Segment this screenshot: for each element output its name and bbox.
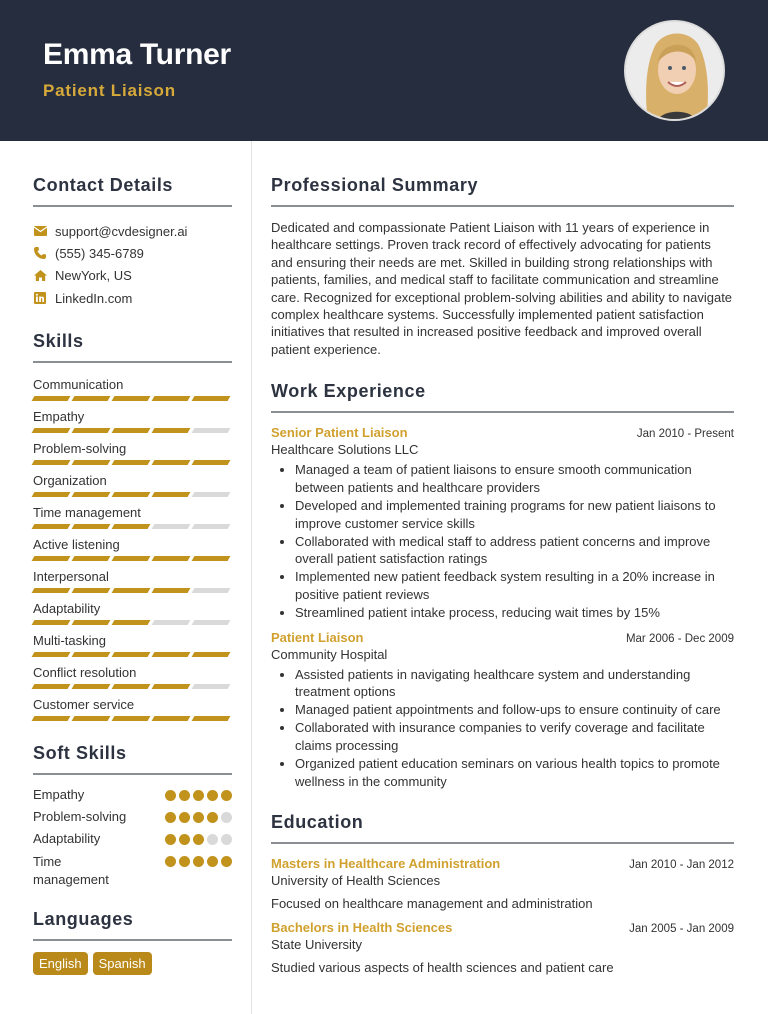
candidate-name: Emma Turner — [43, 38, 231, 71]
avatar — [624, 20, 725, 121]
education-entry — [271, 920, 734, 975]
skill-name: Customer service — [33, 697, 135, 713]
contact-email[interactable] — [33, 220, 232, 242]
skill-level-segment — [152, 492, 191, 497]
skill-level-segment — [32, 716, 71, 721]
language-badge: English — [33, 952, 88, 975]
skill-level-segment — [152, 684, 191, 689]
job-title: Patient Liaison — [271, 629, 364, 645]
skill-level-segment — [32, 460, 71, 465]
section-title-work: Work Experience — [271, 381, 734, 413]
skill-level-segment — [152, 716, 191, 721]
job-bullet: • Managed a team of patient liaisons to ensure smooth communication between patients and healthcare providers — [295, 461, 734, 496]
skill-level-segment — [192, 588, 231, 593]
skill-level-bar — [33, 684, 232, 689]
skill-level-segment — [112, 396, 151, 401]
left-column — [33, 141, 232, 975]
rating-dot-icon — [165, 834, 176, 845]
skill-item — [33, 663, 232, 689]
skill-level-segment — [32, 620, 71, 625]
skill-level-segment — [192, 396, 231, 401]
skill-name: Adaptability — [33, 601, 101, 617]
skill-level-segment — [152, 396, 191, 401]
skill-level-segment — [32, 684, 71, 689]
skill-level-segment — [192, 556, 231, 561]
skill-level-segment — [32, 556, 71, 561]
job-bullet: • Organized patient education seminars on various health topics to promote wellness in the community — [295, 755, 734, 790]
education-dates: Jan 2005 - Jan 2009 — [629, 923, 734, 936]
skill-level-bar — [33, 460, 232, 465]
soft-skill-item — [33, 831, 232, 853]
skill-name: Empathy — [33, 409, 85, 425]
skill-level-segment — [112, 652, 151, 657]
job-bullet: • Developed and implemented training programs for new patient liaisons to improve customer service skills — [295, 497, 734, 532]
skill-level-segment — [32, 524, 71, 529]
skill-level-segment — [112, 684, 151, 689]
job-title: Senior Patient Liaison — [271, 425, 408, 441]
education-entry — [271, 856, 734, 911]
work-section — [271, 381, 734, 790]
education-dates: Jan 2010 - Jan 2012 — [629, 859, 734, 872]
job-bullets — [271, 461, 734, 621]
soft-skill-rating — [165, 790, 232, 809]
skill-item — [33, 375, 232, 401]
job-entry — [271, 630, 734, 791]
soft-skill-item — [33, 853, 232, 889]
skill-level-segment — [112, 524, 151, 529]
rating-dot-icon — [221, 834, 232, 845]
rating-dot-icon — [193, 856, 204, 867]
job-company: Community Hospital — [271, 646, 388, 662]
rating-dot-icon — [207, 856, 218, 867]
skill-name: Conflict resolution — [33, 665, 137, 681]
degree-title: Bachelors in Health Sciences — [271, 920, 453, 936]
rating-dot-icon — [207, 834, 218, 845]
job-dates: Jan 2010 - Present — [636, 428, 734, 441]
rating-dot-icon — [221, 856, 232, 867]
section-title-summary: Professional Summary — [271, 175, 734, 207]
rating-dot-icon — [165, 856, 176, 867]
section-title-skills: Skills — [33, 331, 232, 363]
section-title-contact: Contact Details — [33, 175, 232, 207]
skill-level-bar — [33, 428, 232, 433]
rating-dot-icon — [221, 790, 232, 801]
linkedin-icon — [33, 291, 47, 305]
column-divider — [251, 141, 252, 1014]
job-bullet: • Managed patient appointments and follow-ups to ensure continuity of care — [295, 701, 734, 719]
rating-dot-icon — [207, 812, 218, 823]
section-title-soft-skills: Soft Skills — [33, 743, 232, 775]
soft-skill-rating — [165, 812, 232, 831]
job-entry — [271, 425, 734, 621]
skill-item — [33, 503, 232, 529]
skill-level-segment — [32, 428, 71, 433]
contact-linkedin-text: LinkedIn.com — [55, 290, 133, 306]
soft-skills-list — [33, 787, 232, 889]
skill-level-segment — [152, 460, 191, 465]
rating-dot-icon — [165, 790, 176, 801]
skill-item — [33, 439, 232, 465]
job-bullet: • Implemented new patient feedback system resulting in a 20% increase in positive patient reviews — [295, 568, 734, 603]
soft-skill-rating — [165, 856, 232, 889]
skill-level-segment — [32, 652, 71, 657]
job-bullet: • Collaborated with insurance companies to verify coverage and facilitate claims processing — [295, 719, 734, 754]
rating-dot-icon — [221, 812, 232, 823]
skill-level-segment — [32, 492, 71, 497]
skill-level-bar — [33, 716, 232, 721]
skill-level-bar — [33, 588, 232, 593]
candidate-title: Patient Liaison — [43, 81, 176, 100]
skill-item — [33, 535, 232, 561]
skill-level-segment — [72, 428, 111, 433]
skill-level-segment — [72, 620, 111, 625]
rating-dot-icon — [207, 790, 218, 801]
school-name: State University — [271, 937, 363, 953]
job-bullet: • Streamlined patient intake process, reducing wait times by 15% — [295, 604, 734, 622]
language-badge: Spanish — [93, 952, 152, 975]
skill-level-segment — [152, 556, 191, 561]
skill-level-segment — [152, 428, 191, 433]
rating-dot-icon — [179, 834, 190, 845]
skill-level-segment — [72, 716, 111, 721]
skill-level-segment — [192, 652, 231, 657]
envelope-icon — [33, 224, 47, 238]
resume-header — [0, 0, 768, 141]
skill-level-segment — [152, 588, 191, 593]
section-title-education: Education — [271, 812, 734, 844]
skill-level-segment — [72, 460, 111, 465]
job-bullet: • Collaborated with medical staff to address patient concerns and improve overall patient satisfaction ratings — [295, 533, 734, 568]
job-bullet: • Assisted patients in navigating healthcare system and understanding treatment options — [295, 666, 734, 701]
skill-level-bar — [33, 556, 232, 561]
job-dates: Mar 2006 - Dec 2009 — [625, 632, 734, 645]
skill-level-segment — [192, 620, 231, 625]
skill-name: Multi-tasking — [33, 633, 106, 649]
soft-skill-name: Adaptability — [33, 831, 101, 847]
skill-level-bar — [33, 396, 232, 401]
skill-level-segment — [72, 684, 111, 689]
profile-photo-icon — [626, 22, 725, 121]
job-company: Healthcare Solutions LLC — [271, 442, 419, 458]
skill-level-segment — [72, 652, 111, 657]
contact-location — [33, 265, 232, 287]
rating-dot-icon — [193, 790, 204, 801]
skill-level-bar — [33, 620, 232, 625]
home-icon — [33, 269, 47, 283]
rating-dot-icon — [165, 812, 176, 823]
soft-skill-name: Time management — [33, 854, 109, 888]
skill-level-segment — [72, 492, 111, 497]
rating-dot-icon — [179, 856, 190, 867]
skill-item — [33, 599, 232, 625]
skill-level-segment — [32, 396, 71, 401]
contact-section — [33, 175, 232, 309]
skill-name: Time management — [33, 505, 141, 521]
skill-item — [33, 471, 232, 497]
contact-email-text: support@cvdesigner.ai — [55, 223, 188, 239]
soft-skill-item — [33, 787, 232, 809]
skill-level-segment — [72, 588, 111, 593]
contact-phone[interactable] — [33, 242, 232, 264]
skill-level-segment — [72, 396, 111, 401]
skill-level-segment — [192, 428, 231, 433]
skill-item — [33, 631, 232, 657]
contact-phone-text: (555) 345-6789 — [55, 245, 144, 261]
skill-level-segment — [112, 716, 151, 721]
contact-location-text: NewYork, US — [55, 268, 132, 284]
skill-level-segment — [72, 524, 111, 529]
skill-level-segment — [152, 524, 191, 529]
skill-level-segment — [72, 556, 111, 561]
soft-skills-section — [33, 743, 232, 889]
job-bullets — [271, 666, 734, 791]
skill-level-segment — [32, 588, 71, 593]
skill-item — [33, 695, 232, 721]
skill-name: Interpersonal — [33, 569, 109, 585]
right-column — [271, 141, 734, 975]
skill-name: Active listening — [33, 537, 120, 553]
school-name: University of Health Sciences — [271, 873, 441, 889]
degree-title: Masters in Healthcare Administration — [271, 856, 501, 872]
rating-dot-icon — [193, 834, 204, 845]
skill-level-segment — [112, 428, 151, 433]
skills-list — [33, 375, 232, 721]
rating-dot-icon — [193, 812, 204, 823]
skills-section — [33, 331, 232, 721]
skill-level-segment — [112, 460, 151, 465]
skill-level-segment — [192, 684, 231, 689]
summary-section — [271, 175, 734, 358]
soft-skill-item — [33, 809, 232, 831]
phone-icon — [33, 246, 47, 260]
soft-skill-rating — [165, 834, 232, 853]
skill-level-segment — [112, 556, 151, 561]
summary-text: Dedicated and compassionate Patient Liaison with 11 years of experience in healthcare settings. Proven track record of effectively advocating for patients and ensuring their needs are met. Skilled in building strong relationships with patients, families, and medical staff to facilitate communication and streamline care. Recognized for exceptional problem-solving abilities and ability to navigate complex healthcare systems. Successfully implemented patient satisfaction initiatives that resulted in increased positive feedback and improved overall patient experience. — [271, 220, 733, 357]
skill-name: Organization — [33, 473, 107, 489]
section-title-languages: Languages — [33, 909, 232, 941]
skill-name: Communication — [33, 377, 124, 393]
skill-level-segment — [112, 588, 151, 593]
skill-level-segment — [192, 524, 231, 529]
skill-level-segment — [112, 620, 151, 625]
rating-dot-icon — [179, 790, 190, 801]
skill-level-segment — [112, 492, 151, 497]
skill-level-segment — [152, 652, 191, 657]
languages-section — [33, 909, 232, 975]
soft-skill-name: Problem-solving — [33, 809, 127, 825]
skill-level-segment — [192, 492, 231, 497]
contact-linkedin[interactable] — [33, 287, 232, 309]
skill-item — [33, 567, 232, 593]
skill-level-segment — [192, 460, 231, 465]
education-section — [271, 812, 734, 975]
skill-level-bar — [33, 652, 232, 657]
skill-level-bar — [33, 524, 232, 529]
education-description: Focused on healthcare management and administration — [271, 896, 593, 912]
skill-item — [33, 407, 232, 433]
rating-dot-icon — [179, 812, 190, 823]
soft-skill-name: Empathy — [33, 787, 85, 803]
skill-level-segment — [192, 716, 231, 721]
skill-level-bar — [33, 492, 232, 497]
skill-name: Problem-solving — [33, 441, 127, 457]
skill-level-segment — [152, 620, 191, 625]
education-description: Studied various aspects of health sciences and patient care — [271, 960, 614, 976]
